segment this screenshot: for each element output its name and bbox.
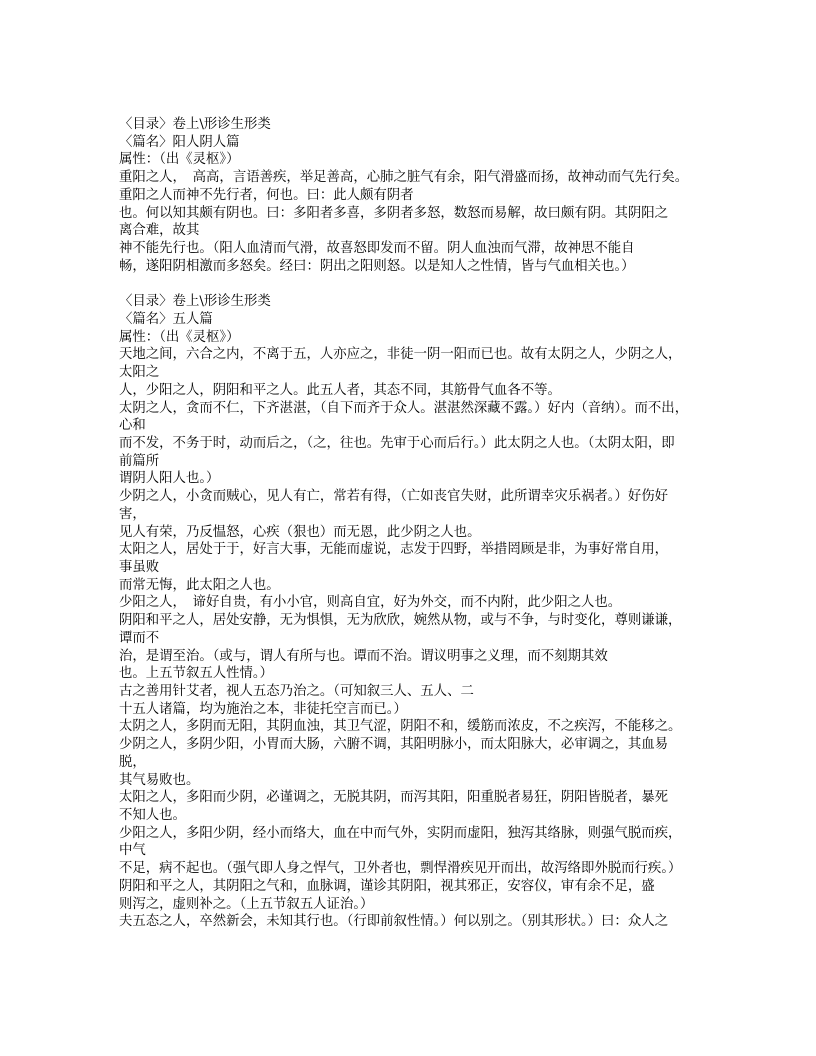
text-line: 少阳之人， 谛好自贵，有小小官，则高自宜，好为外交，而不内附，此少阳之人也。 [119, 595, 622, 611]
text-line: 少阳之人，多阳少阴，经小而络大，血在中而气外，实阴而虚阳，独泻其络脉，则强气脱而疾， [119, 825, 682, 841]
text-line: 害， [119, 506, 146, 522]
text-line: 则泻之，虚则补之。（上五节叙五人证治。） [119, 896, 374, 912]
attribute-line: 属性：（出《灵枢》） [119, 152, 240, 168]
text-line: 少阴之人，多阴少阳，小胃而大肠，六腑不调，其阳明脉小，而太阳脉大，必审调之，其血易 [119, 737, 669, 753]
text-line: 前篇所 [119, 453, 160, 469]
chapter-title: 〈篇名〉阳人阴人篇 [119, 134, 240, 150]
chapter-title: 〈篇名〉五人篇 [119, 311, 213, 327]
text-line: 离合难，故其 [119, 223, 200, 239]
catalog-line: 〈目录〉卷上\形诊生形类 [119, 117, 271, 132]
text-line: 而常无悔，此太阳之人也。 [119, 577, 280, 593]
text-line: 重阳之人而神不先行者，何也。曰：此人颇有阴者 [119, 187, 414, 203]
text-line: 阴阳和平之人，其阴阳之气和，血脉调，谨诊其阴阳，视其邪正，安容仪，审有余不足，盛 [119, 878, 655, 894]
text-line: 脱， [119, 754, 146, 770]
text-line: 太阴之人，多阴而无阳，其阴血浊，其卫气涩，阴阳不和，缓筋而浓皮，不之疾泻，不能移之。 [119, 719, 682, 735]
section-spacer [119, 275, 719, 293]
text-line: 太阳之 [119, 365, 160, 381]
attribute-line: 属性：（出《灵枢》） [119, 329, 240, 345]
text-line: 中气 [119, 843, 146, 859]
text-line: 人，少阳之人，阴阳和平之人。此五人者，其态不同，其筋骨气血各不等。 [119, 382, 561, 398]
text-line: 太阴之人，贪而不仁，下齐湛湛，（自下而齐于众人。湛湛然深藏不露。）好内（音纳）。而不出， [119, 400, 689, 416]
text-line: 而不发，不务于时，动而后之，（之，往也。先审于心而后行。）此太阴之人也。（太阴太阳，即 [119, 435, 675, 451]
text-line: 其气易败也。 [119, 772, 200, 788]
catalog-line: 〈目录〉卷上\形诊生形类 [119, 294, 271, 310]
text-line: 古之善用针艾者，视人五态乃治之。（可知叙三人、五人、二 [119, 684, 474, 699]
text-line: 十五人诸篇，均为施治之本，非徒托空言而已。） [119, 701, 407, 717]
text-line: 也。何以知其颇有阴也。曰：多阳者多喜，多阴者多怒，数怒而易解，故曰颇有阴。其阴阳之 [119, 205, 669, 221]
text-line: 神不能先行也。（阳人血清而气滑，故喜怒即发而不留。阴人血浊而气滞，故神思不能自 [119, 241, 635, 257]
text-line: 心和 [119, 418, 146, 434]
text-line: 事虽败 [119, 559, 160, 575]
text-line: 见人有荣，乃反愠怒，心疾（狠也）而无恩，此少阴之人也。 [119, 524, 481, 540]
text-line: 重阳之人， 高高，言语善疾，举足善高，心肺之脏气有余，阳气滑盛而扬，故神动而气先行矣。 [119, 170, 689, 186]
text-line: 天地之间，六合之内，不离于五，人亦应之，非徒一阴一阳而已也。故有太阴之人，少阴之人， [119, 347, 682, 363]
text-line: 少阴之人，小贪而贼心，见人有亡，常若有得，（亡如丧官失财，此所谓幸灾乐祸者。）好伤好 [119, 489, 669, 505]
text-line: 太阳之人，居处于于，好言大事，无能而虚说，志发于四野，举措罔顾是非，为事好常自用， [119, 542, 669, 558]
text-line: 太阳之人，多阳而少阴，必谨调之，无脱其阴，而泻其阳，阳重脱者易狂，阴阳皆脱者，暴死 [119, 790, 669, 806]
text-line: 阴阳和平之人，居处安静，无为惧惧，无为欣欣，婉然从物，或与不争，与时变化，尊则谦谦， [119, 613, 682, 629]
text-line: 也。上五节叙五人性情。） [119, 666, 273, 682]
text-line: 不足，病不起也。（强气即人身之悍气，卫外者也，剽悍滑疾见开而出，故泻络即外脱而行疾。） [119, 861, 682, 877]
section-five-people [119, 293, 719, 931]
text-line: 治，是谓至治。（或与，谓人有所与也。谭而不治。谓议明事之义理，而不刻期其效 [119, 648, 608, 664]
text-line: 谓阴人阳人也。） [119, 471, 220, 487]
document-page [119, 116, 719, 931]
text-line: 谭而不 [119, 630, 160, 646]
section-yang-yin-people [119, 116, 719, 275]
text-line: 夫五态之人，卒然新会，未知其行也。（行即前叙性情。）何以别之。（别其形状。）曰：众人之 [119, 914, 668, 930]
text-line: 不知人也。 [119, 808, 186, 824]
text-line: 畅，遂阳阴相激而多怒矣。经曰：阴出之阳则怒。以是知人之性情，皆与气血相关也。） [119, 258, 635, 274]
